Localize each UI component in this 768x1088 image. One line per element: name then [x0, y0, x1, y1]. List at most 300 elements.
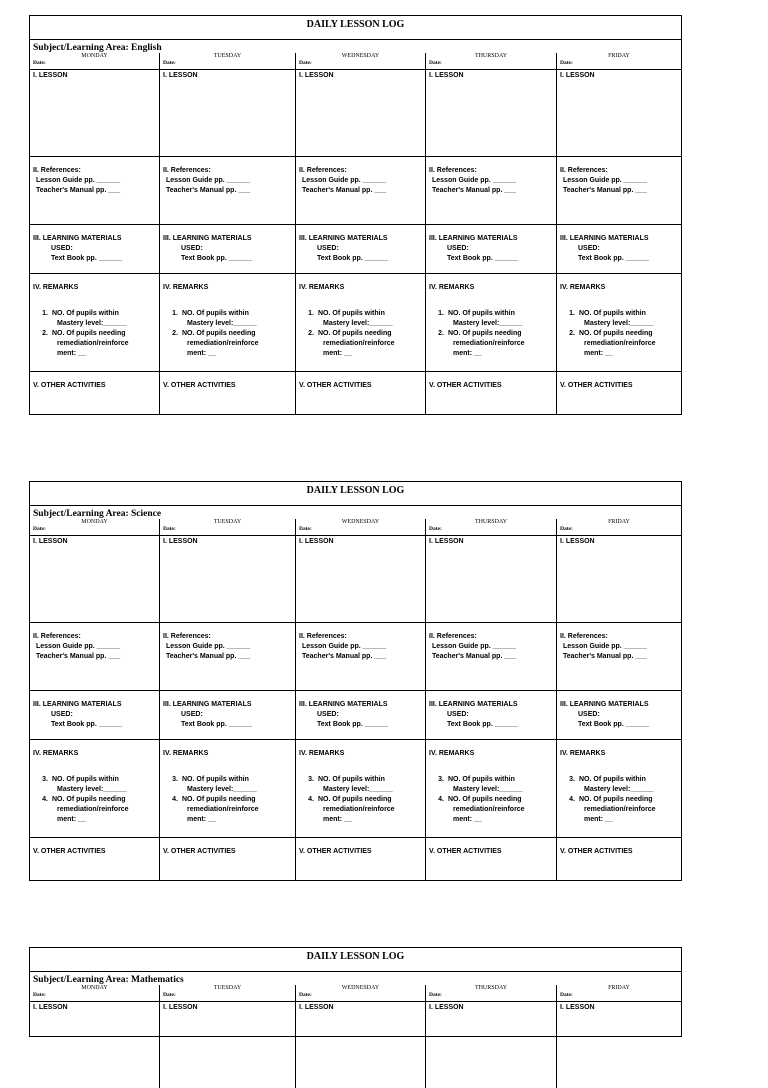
log-title: DAILY LESSON LOG — [30, 948, 681, 972]
mastery-level-field: Mastery level:______ — [57, 320, 127, 327]
lesson-cell — [30, 69, 160, 156]
item-number: 3. — [42, 776, 48, 783]
mastery-level-field: Mastery level:______ — [323, 786, 393, 793]
lesson-label: I. LESSON — [560, 72, 595, 79]
day-header-wednesday — [296, 519, 426, 535]
lesson-log-science — [29, 481, 682, 881]
materials-label: III. LEARNING MATERIALS — [163, 701, 252, 708]
day-header-thursday — [426, 53, 557, 69]
lesson-cell — [30, 1001, 160, 1088]
lesson-label: I. LESSON — [299, 538, 334, 545]
mastery-level-field: Mastery level:______ — [323, 320, 393, 327]
references-row — [30, 622, 681, 690]
text-book-field: Text Book pp. ______ — [51, 721, 123, 728]
used-label: USED: — [181, 245, 203, 252]
day-header-row — [30, 53, 681, 69]
other-activities-label: V. OTHER ACTIVITIES — [299, 848, 372, 855]
pupils-within-item — [299, 775, 422, 785]
teachers-manual-field: Teacher's Manual pp. ___ — [36, 187, 121, 194]
lesson-guide-field: Lesson Guide pp. ______ — [166, 177, 251, 184]
materials-label: III. LEARNING MATERIALS — [429, 701, 518, 708]
date-label: Date: — [163, 60, 176, 66]
other-activities-cell — [557, 837, 681, 881]
materials-cell — [30, 224, 160, 273]
subject-area: Subject/Learning Area: Science — [33, 509, 162, 519]
materials-cell — [426, 690, 557, 739]
date-label: Date: — [33, 526, 46, 532]
pupils-within-item — [163, 309, 292, 319]
used-label: USED: — [447, 245, 469, 252]
teachers-manual-field: Teacher's Manual pp. ___ — [302, 187, 387, 194]
lesson-cell — [160, 535, 296, 622]
remarks-row — [30, 273, 681, 371]
other-activities-cell — [160, 837, 296, 881]
day-header-thursday — [426, 985, 557, 1001]
pupils-within-item — [299, 309, 422, 319]
lesson-guide-field: Lesson Guide pp. ______ — [36, 643, 121, 650]
lesson-guide-field: Lesson Guide pp. ______ — [302, 177, 387, 184]
log-title: DAILY LESSON LOG — [30, 482, 681, 506]
date-label: Date: — [299, 992, 312, 998]
lesson-label: I. LESSON — [163, 72, 198, 79]
materials-cell — [296, 224, 426, 273]
materials-row — [30, 224, 681, 273]
references-cell — [30, 156, 160, 224]
pupils-within-item — [560, 309, 678, 319]
remediation-text: remediation/reinforce — [187, 340, 259, 347]
pupils-within-item — [560, 775, 678, 785]
log-title: DAILY LESSON LOG — [30, 16, 681, 40]
other-activities-cell — [296, 837, 426, 881]
other-activities-label: V. OTHER ACTIVITIES — [33, 382, 106, 389]
item-text: NO. Of pupils needing — [318, 796, 392, 803]
day-name: MONDAY — [81, 53, 108, 59]
ment-field: ment: __ — [584, 350, 613, 357]
remarks-label: IV. REMARKS — [560, 284, 606, 291]
materials-cell — [30, 690, 160, 739]
item-text: NO. Of pupils needing — [448, 796, 522, 803]
lesson-label: I. LESSON — [299, 72, 334, 79]
item-text: NO. Of pupils within — [318, 776, 385, 783]
lesson-cell — [160, 1001, 296, 1088]
lesson-label: I. LESSON — [429, 1004, 464, 1011]
item-number: 2. — [438, 330, 444, 337]
text-book-field: Text Book pp. ______ — [578, 721, 650, 728]
remarks-cell — [30, 273, 160, 371]
used-label: USED: — [578, 245, 600, 252]
item-text: NO. Of pupils needing — [182, 330, 256, 337]
other-activities-label: V. OTHER ACTIVITIES — [163, 848, 236, 855]
other-activities-label: V. OTHER ACTIVITIES — [33, 848, 106, 855]
text-book-field: Text Book pp. ______ — [447, 255, 519, 262]
text-book-field: Text Book pp. ______ — [317, 721, 389, 728]
other-activities-label: V. OTHER ACTIVITIES — [560, 382, 633, 389]
references-cell — [557, 622, 681, 690]
materials-label: III. LEARNING MATERIALS — [163, 235, 252, 242]
remediation-text: remediation/reinforce — [323, 806, 395, 813]
item-number: 4. — [569, 796, 575, 803]
lesson-guide-field: Lesson Guide pp. ______ — [432, 177, 517, 184]
day-header-wednesday — [296, 53, 426, 69]
mastery-level-field: Mastery level:______ — [453, 320, 523, 327]
lesson-cell — [557, 535, 681, 622]
remarks-cell — [296, 739, 426, 837]
remarks-cell — [426, 273, 557, 371]
mastery-level-field: Mastery level:______ — [584, 320, 654, 327]
lesson-guide-field: Lesson Guide pp. ______ — [563, 177, 648, 184]
mastery-level-field: Mastery level:______ — [187, 320, 257, 327]
item-text: NO. Of pupils needing — [52, 330, 126, 337]
pupils-needing-item — [33, 795, 156, 805]
remarks-label: IV. REMARKS — [163, 750, 209, 757]
remarks-list — [33, 775, 156, 825]
lesson-cell — [296, 69, 426, 156]
lesson-log-english — [29, 15, 682, 415]
pupils-needing-item — [429, 329, 553, 339]
lesson-label: I. LESSON — [33, 1004, 68, 1011]
remarks-cell — [557, 739, 681, 837]
pupils-within-item — [429, 309, 553, 319]
remarks-label: IV. REMARKS — [299, 284, 345, 291]
ment-field: ment: __ — [323, 816, 352, 823]
references-label: II. References: — [560, 633, 608, 640]
text-book-field: Text Book pp. ______ — [181, 255, 253, 262]
lesson-label: I. LESSON — [299, 1004, 334, 1011]
item-number: 3. — [308, 776, 314, 783]
lesson-cell — [160, 69, 296, 156]
item-text: NO. Of pupils within — [448, 776, 515, 783]
references-label: II. References: — [299, 167, 347, 174]
item-text: NO. Of pupils within — [182, 776, 249, 783]
lesson-row — [30, 69, 681, 156]
item-text: NO. Of pupils needing — [182, 796, 256, 803]
lesson-guide-field: Lesson Guide pp. ______ — [36, 177, 121, 184]
lesson-label: I. LESSON — [163, 1004, 198, 1011]
day-name: WEDNESDAY — [341, 53, 380, 59]
lesson-cell — [557, 1001, 681, 1088]
other-activities-cell — [426, 371, 557, 415]
other-activities-cell — [557, 371, 681, 415]
text-book-field: Text Book pp. ______ — [578, 255, 650, 262]
teachers-manual-field: Teacher's Manual pp. ___ — [302, 653, 387, 660]
materials-label: III. LEARNING MATERIALS — [299, 235, 388, 242]
item-text: NO. Of pupils within — [52, 776, 119, 783]
day-header-thursday — [426, 519, 557, 535]
subject-area: Subject/Learning Area: English — [33, 43, 162, 53]
item-number: 3. — [569, 776, 575, 783]
remarks-cell — [160, 273, 296, 371]
remarks-cell — [160, 739, 296, 837]
materials-label: III. LEARNING MATERIALS — [33, 701, 122, 708]
item-text: NO. Of pupils within — [579, 310, 646, 317]
lesson-label: I. LESSON — [33, 72, 68, 79]
remediation-text: remediation/reinforce — [323, 340, 395, 347]
references-label: II. References: — [299, 633, 347, 640]
lesson-cell — [426, 69, 557, 156]
references-cell — [557, 156, 681, 224]
lesson-cell — [296, 1001, 426, 1088]
remarks-cell — [426, 739, 557, 837]
used-label: USED: — [317, 711, 339, 718]
remarks-list — [560, 775, 678, 825]
text-book-field: Text Book pp. ______ — [317, 255, 389, 262]
item-number: 4. — [42, 796, 48, 803]
date-label: Date: — [429, 60, 442, 66]
ment-field: ment: __ — [187, 350, 216, 357]
lesson-label: I. LESSON — [33, 538, 68, 545]
materials-cell — [160, 690, 296, 739]
lesson-guide-field: Lesson Guide pp. ______ — [302, 643, 387, 650]
used-label: USED: — [447, 711, 469, 718]
lesson-label: I. LESSON — [429, 538, 464, 545]
remediation-text: remediation/reinforce — [584, 340, 656, 347]
mastery-level-field: Mastery level:______ — [187, 786, 257, 793]
other-activities-cell — [296, 371, 426, 415]
references-label: II. References: — [33, 167, 81, 174]
date-label: Date: — [33, 60, 46, 66]
references-label: II. References: — [560, 167, 608, 174]
pupils-needing-item — [33, 329, 156, 339]
item-text: NO. Of pupils within — [318, 310, 385, 317]
pupils-needing-item — [163, 795, 292, 805]
teachers-manual-field: Teacher's Manual pp. ___ — [166, 653, 251, 660]
item-text: NO. Of pupils needing — [318, 330, 392, 337]
remarks-list — [560, 309, 678, 359]
remarks-list — [299, 775, 422, 825]
materials-label: III. LEARNING MATERIALS — [560, 701, 649, 708]
day-name: TUESDAY — [213, 985, 242, 991]
mastery-level-field: Mastery level:______ — [57, 786, 127, 793]
text-book-field: Text Book pp. ______ — [51, 255, 123, 262]
remarks-label: IV. REMARKS — [560, 750, 606, 757]
used-label: USED: — [317, 245, 339, 252]
materials-cell — [557, 224, 681, 273]
lesson-cell — [557, 69, 681, 156]
item-number: 3. — [172, 776, 178, 783]
lesson-label: I. LESSON — [560, 1004, 595, 1011]
other-activities-label: V. OTHER ACTIVITIES — [299, 382, 372, 389]
item-number: 1. — [569, 310, 575, 317]
remarks-cell — [30, 739, 160, 837]
item-number: 2. — [172, 330, 178, 337]
ment-field: ment: __ — [57, 816, 86, 823]
pupils-needing-item — [560, 329, 678, 339]
pupils-within-item — [33, 775, 156, 785]
day-header-monday — [30, 53, 160, 69]
ment-field: ment: __ — [584, 816, 613, 823]
item-number: 1. — [438, 310, 444, 317]
ment-field: ment: __ — [453, 816, 482, 823]
pupils-needing-item — [299, 795, 422, 805]
date-label: Date: — [163, 992, 176, 998]
materials-cell — [160, 224, 296, 273]
day-header-row — [30, 985, 681, 1001]
other-activities-cell — [30, 371, 160, 415]
remarks-label: IV. REMARKS — [299, 750, 345, 757]
teachers-manual-field: Teacher's Manual pp. ___ — [432, 653, 517, 660]
lesson-cell — [426, 535, 557, 622]
ment-field: ment: __ — [453, 350, 482, 357]
references-cell — [160, 622, 296, 690]
other-activities-cell — [30, 837, 160, 881]
remediation-text: remediation/reinforce — [453, 340, 525, 347]
lesson-guide-field: Lesson Guide pp. ______ — [563, 643, 648, 650]
item-text: NO. Of pupils within — [182, 310, 249, 317]
remarks-list — [33, 309, 156, 359]
date-label: Date: — [560, 526, 573, 532]
mastery-level-field: Mastery level:______ — [584, 786, 654, 793]
lesson-label: I. LESSON — [163, 538, 198, 545]
day-name: FRIDAY — [608, 985, 630, 991]
day-header-friday — [557, 519, 681, 535]
day-name: WEDNESDAY — [341, 519, 380, 525]
date-label: Date: — [163, 526, 176, 532]
date-label: Date: — [299, 60, 312, 66]
day-name: WEDNESDAY — [341, 985, 380, 991]
remarks-label: IV. REMARKS — [429, 750, 475, 757]
day-name: THURSDAY — [474, 519, 508, 525]
lesson-row — [30, 1001, 681, 1088]
references-cell — [426, 622, 557, 690]
teachers-manual-field: Teacher's Manual pp. ___ — [563, 653, 648, 660]
materials-cell — [296, 690, 426, 739]
day-header-monday — [30, 519, 160, 535]
other-activities-label: V. OTHER ACTIVITIES — [163, 382, 236, 389]
remarks-label: IV. REMARKS — [429, 284, 475, 291]
item-text: NO. Of pupils needing — [579, 796, 653, 803]
item-text: NO. Of pupils needing — [579, 330, 653, 337]
remarks-label: IV. REMARKS — [33, 750, 79, 757]
item-text: NO. Of pupils within — [579, 776, 646, 783]
other-activities-row — [30, 837, 681, 881]
day-name: THURSDAY — [474, 53, 508, 59]
references-label: II. References: — [429, 633, 477, 640]
used-label: USED: — [51, 711, 73, 718]
used-label: USED: — [578, 711, 600, 718]
ment-field: ment: __ — [57, 350, 86, 357]
subject-area: Subject/Learning Area: Mathematics — [33, 975, 184, 985]
other-activities-label: V. OTHER ACTIVITIES — [429, 848, 502, 855]
remarks-list — [163, 775, 292, 825]
item-number: 1. — [308, 310, 314, 317]
other-activities-label: V. OTHER ACTIVITIES — [560, 848, 633, 855]
materials-label: III. LEARNING MATERIALS — [429, 235, 518, 242]
remarks-label: IV. REMARKS — [33, 284, 79, 291]
references-cell — [296, 622, 426, 690]
lesson-row — [30, 535, 681, 622]
remediation-text: remediation/reinforce — [187, 806, 259, 813]
pupils-needing-item — [299, 329, 422, 339]
day-header-row — [30, 519, 681, 535]
references-cell — [30, 622, 160, 690]
other-activities-label: V. OTHER ACTIVITIES — [429, 382, 502, 389]
day-name: MONDAY — [81, 985, 108, 991]
mastery-level-field: Mastery level:______ — [453, 786, 523, 793]
day-name: THURSDAY — [474, 985, 508, 991]
remarks-row — [30, 739, 681, 837]
day-header-tuesday — [160, 53, 296, 69]
remediation-text: remediation/reinforce — [584, 806, 656, 813]
text-book-field: Text Book pp. ______ — [181, 721, 253, 728]
pupils-within-item — [429, 775, 553, 785]
references-cell — [296, 156, 426, 224]
lesson-cell — [30, 535, 160, 622]
day-header-tuesday — [160, 519, 296, 535]
references-label: II. References: — [163, 167, 211, 174]
day-name: TUESDAY — [213, 53, 242, 59]
date-label: Date: — [299, 526, 312, 532]
teachers-manual-field: Teacher's Manual pp. ___ — [563, 187, 648, 194]
date-label: Date: — [429, 992, 442, 998]
remediation-text: remediation/reinforce — [57, 340, 129, 347]
lesson-label: I. LESSON — [429, 72, 464, 79]
item-number: 4. — [438, 796, 444, 803]
other-activities-row — [30, 371, 681, 415]
item-number: 2. — [569, 330, 575, 337]
day-header-tuesday — [160, 985, 296, 1001]
remarks-list — [163, 309, 292, 359]
item-number: 1. — [42, 310, 48, 317]
ment-field: ment: __ — [187, 816, 216, 823]
item-number: 1. — [172, 310, 178, 317]
remediation-text: remediation/reinforce — [57, 806, 129, 813]
teachers-manual-field: Teacher's Manual pp. ___ — [432, 187, 517, 194]
materials-label: III. LEARNING MATERIALS — [299, 701, 388, 708]
pupils-within-item — [33, 309, 156, 319]
lesson-cell — [426, 1001, 557, 1088]
day-header-wednesday — [296, 985, 426, 1001]
day-name: FRIDAY — [608, 53, 630, 59]
text-book-field: Text Book pp. ______ — [447, 721, 519, 728]
references-cell — [426, 156, 557, 224]
day-header-friday — [557, 985, 681, 1001]
date-label: Date: — [560, 60, 573, 66]
pupils-within-item — [163, 775, 292, 785]
day-name: FRIDAY — [608, 519, 630, 525]
lesson-cell — [296, 535, 426, 622]
references-label: II. References: — [429, 167, 477, 174]
other-activities-cell — [426, 837, 557, 881]
item-text: NO. Of pupils within — [52, 310, 119, 317]
references-row — [30, 156, 681, 224]
references-cell — [160, 156, 296, 224]
remarks-cell — [296, 273, 426, 371]
remarks-cell — [557, 273, 681, 371]
materials-cell — [426, 224, 557, 273]
day-name: MONDAY — [81, 519, 108, 525]
materials-row — [30, 690, 681, 739]
day-header-monday — [30, 985, 160, 1001]
used-label: USED: — [51, 245, 73, 252]
references-label: II. References: — [163, 633, 211, 640]
item-number: 2. — [308, 330, 314, 337]
remediation-text: remediation/reinforce — [453, 806, 525, 813]
item-number: 4. — [308, 796, 314, 803]
references-label: II. References: — [33, 633, 81, 640]
day-header-friday — [557, 53, 681, 69]
pupils-needing-item — [560, 795, 678, 805]
other-activities-cell — [160, 371, 296, 415]
materials-cell — [557, 690, 681, 739]
materials-label: III. LEARNING MATERIALS — [33, 235, 122, 242]
pupils-needing-item — [429, 795, 553, 805]
date-label: Date: — [560, 992, 573, 998]
pupils-needing-item — [163, 329, 292, 339]
lesson-label: I. LESSON — [560, 538, 595, 545]
materials-label: III. LEARNING MATERIALS — [560, 235, 649, 242]
day-name: TUESDAY — [213, 519, 242, 525]
remarks-list — [429, 775, 553, 825]
